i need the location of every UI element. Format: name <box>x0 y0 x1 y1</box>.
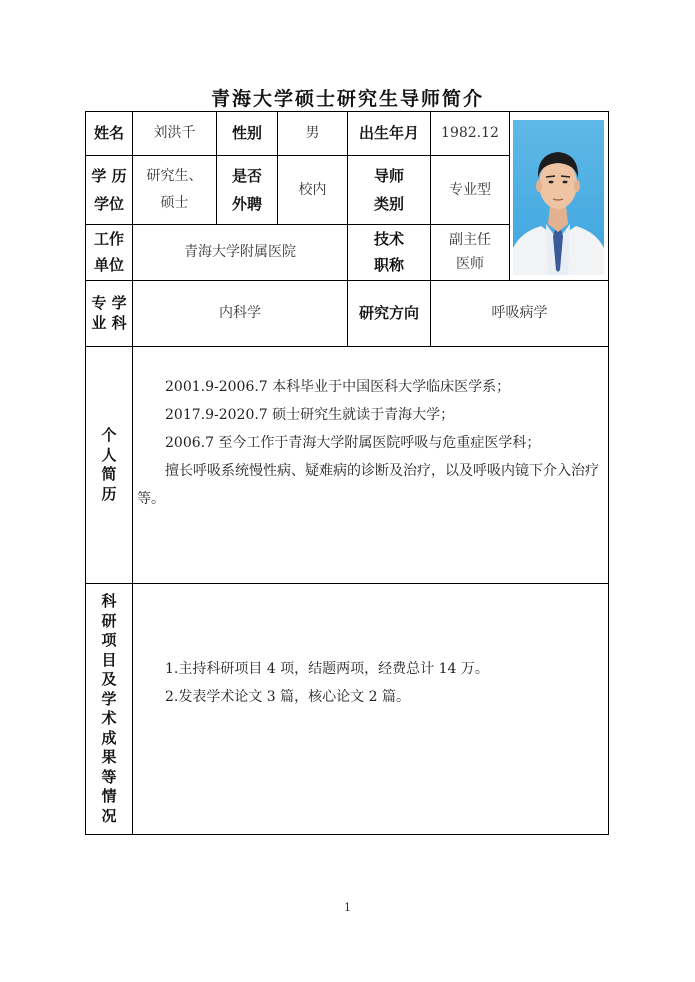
professional-title-label: 技术 职称 <box>373 230 404 274</box>
birth-label: 出生年月 <box>358 124 419 143</box>
research-line: 2.发表学术论文 3 篇，核心论文 2 篇。 <box>165 689 410 705</box>
major-value: 内科学 <box>219 305 261 322</box>
resume-line: 2017.9-2020.7 硕士研究生就读于青海大学； <box>165 407 455 423</box>
major-label: 专 学 业 科 <box>91 294 127 332</box>
supervisor-type-value: 专业型 <box>449 181 491 198</box>
research-label: 科 研 项 目 及 学 术 成 果 等 情 况 <box>101 592 117 825</box>
name-value: 刘洪千 <box>153 125 196 142</box>
research-line: 1.主持科研项目 4 项，结题两项，经费总计 14 万。 <box>165 661 489 677</box>
page-number: 1 <box>344 901 351 914</box>
research-direction-value: 呼吸病学 <box>491 305 548 322</box>
research-content <box>137 655 605 711</box>
resume-line: 2006.7 至今工作于青海大学附属医院呼吸与危重症医学科； <box>165 435 541 451</box>
resume-line: 擅长呼吸系统慢性病、疑难病的诊断及治疗，以及呼吸内镜下介入治疗等。 <box>137 463 599 507</box>
professional-title-value: 副主任 医师 <box>449 231 491 272</box>
supervisor-type-label: 导师 类别 <box>373 166 404 213</box>
work-unit-label: 工作 单位 <box>93 230 124 274</box>
gender-value: 男 <box>305 125 320 142</box>
profile-table <box>85 111 609 835</box>
gender-label: 性别 <box>231 124 262 143</box>
document-title: 青海大学硕士研究生导师简介 <box>210 88 484 110</box>
birth-value: 1982.12 <box>441 125 499 142</box>
external-value: 校内 <box>298 181 327 198</box>
name-label: 姓名 <box>93 124 124 143</box>
work-unit-value: 青海大学附属医院 <box>184 244 296 261</box>
resume-content <box>137 373 605 513</box>
resume-line: 2001.9-2006.7 本科毕业于中国医科大学临床医学系； <box>165 379 511 395</box>
research-direction-label: 研究方向 <box>358 304 419 323</box>
education-label: 学 历 学位 <box>91 166 127 213</box>
portrait-icon <box>513 120 604 275</box>
portrait-photo <box>513 120 604 275</box>
resume-label: 个 人 简 历 <box>101 426 117 503</box>
external-label: 是否 外聘 <box>231 166 262 213</box>
education-value: 研究生、 硕士 <box>146 168 203 211</box>
